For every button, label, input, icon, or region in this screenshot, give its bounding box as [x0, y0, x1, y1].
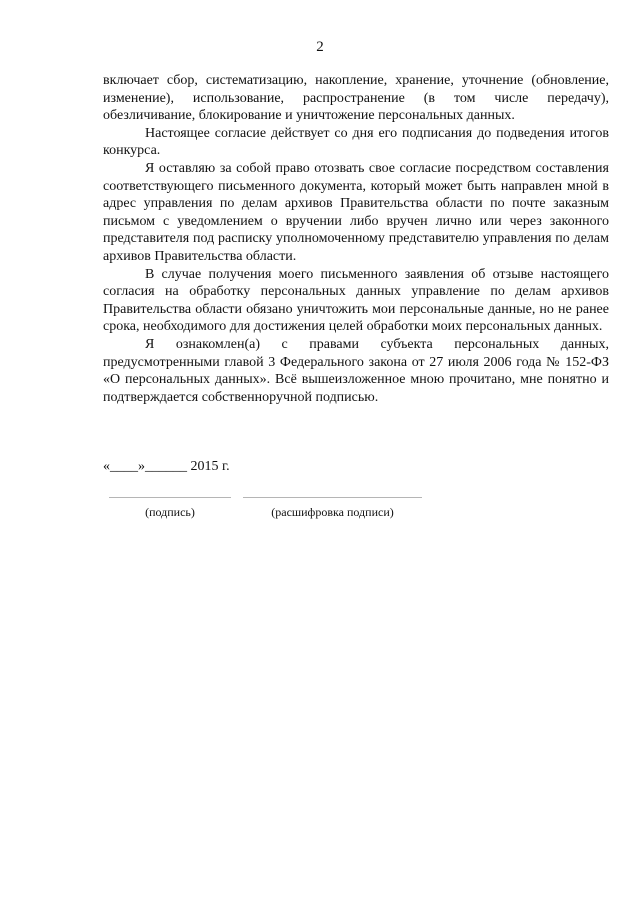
paragraph-data-destruction: В случае получения моего письменного заявления об отзыве настоящего согласия на обработку персональных данных управление по делам архивов Правительства области обязано уничтожить мои персональные данные, но не ранее срока, необходимого для достижения целей обработки моих персональных данных.: [103, 266, 609, 335]
signature-decoding-caption: (расшифровка подписи): [271, 505, 394, 519]
date-field: «____»______ 2015 г.: [103, 459, 230, 474]
signature-line: [109, 497, 231, 498]
signature-decoding-line: [243, 497, 422, 498]
consent-text: [103, 72, 609, 406]
page-number: 2: [316, 39, 324, 55]
paragraph-acknowledgement: Я ознакомлен(а) с правами субъекта персональных данных, предусмотренными главой 3 Федерального закона от 27 июля 2006 года № 152-ФЗ «О персональных данных». Всё вышеизложенное мною прочитано, мне понятно и подтверждается собственноручной подписью.: [103, 336, 609, 405]
paragraph-validity-period: Настоящее согласие действует со дня его подписания до подведения итогов конкурса.: [103, 125, 609, 159]
signature-caption: (подпись): [145, 505, 195, 519]
paragraph-data-processing-list: включает сбор, систематизацию, накопление, хранение, уточнение (обновление, изменение), использование, распространение (в том числе передачу), обезличивание, блокирование и уничтожение персональных данных.: [103, 73, 609, 124]
paragraph-withdrawal-right: Я оставляю за собой право отозвать свое согласие посредством составления соответствующего письменного документа, который может быть направлен мной в адрес управления по делам архивов Правительства области по почте заказным письмом с уведомлением о вручении либо вручен лично или через законного представителя под расписку уполномоченному представителю управления по делам архивов Правительства области.: [103, 160, 609, 264]
